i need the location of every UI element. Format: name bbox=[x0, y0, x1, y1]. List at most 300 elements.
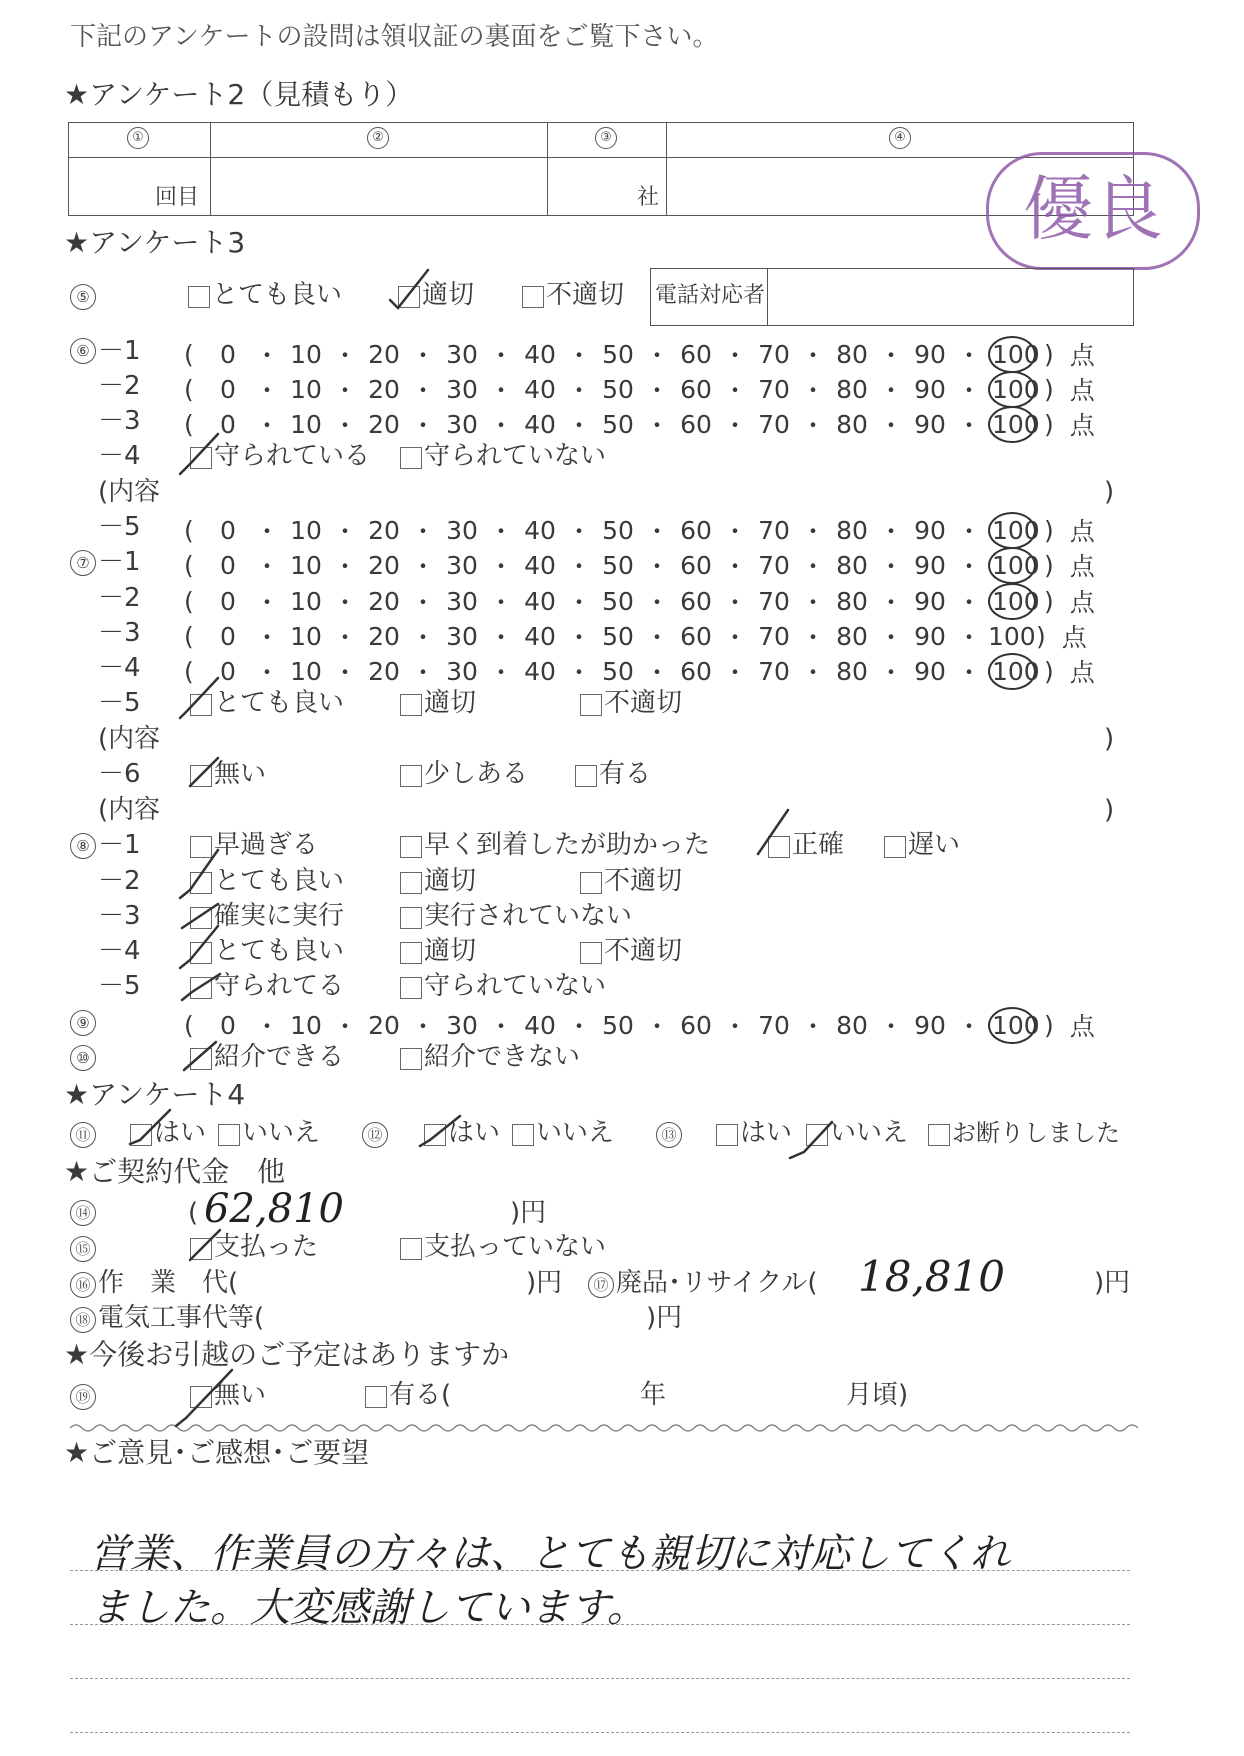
scale-value-30[interactable]: 30 bbox=[446, 409, 478, 439]
comment-line-4 bbox=[70, 1732, 1130, 1733]
moving-title: ★今後お引越のご予定はありますか bbox=[64, 1338, 510, 1371]
q5-option-2: 適切 bbox=[422, 280, 475, 310]
q13-option-declined: お断りしました bbox=[952, 1119, 1120, 1147]
q18-label: 電気工事代等( bbox=[98, 1303, 265, 1333]
scale-separator: ・ bbox=[722, 623, 748, 652]
q19-checkbox-none[interactable] bbox=[190, 1386, 212, 1408]
q7-5-checkbox-1[interactable] bbox=[190, 694, 212, 716]
q8-1-option-3: 正確 bbox=[792, 830, 845, 860]
q7-6-checkbox-3[interactable] bbox=[575, 765, 597, 787]
q8-number: ⑧ bbox=[70, 833, 96, 859]
scale-point-unit: 点 bbox=[1069, 658, 1095, 687]
scale-value-20[interactable]: 20 bbox=[368, 409, 400, 439]
q6-3-label: －3 bbox=[98, 406, 141, 436]
scale-value-60[interactable]: 60 bbox=[680, 656, 712, 686]
q7-6-option-3: 有る bbox=[599, 759, 652, 789]
q8-5-checkbox-1[interactable] bbox=[190, 977, 212, 999]
scale-value-10[interactable]: 10 bbox=[290, 621, 322, 651]
comments-title: ★ご意見･ご感想･ご要望 bbox=[64, 1436, 370, 1469]
scale-separator: ・ bbox=[332, 1012, 358, 1041]
col-2-number: ② bbox=[367, 127, 389, 149]
scale-separator: ・ bbox=[878, 376, 904, 405]
scale-separator: ・ bbox=[566, 552, 592, 581]
scale-separator: ・ bbox=[566, 341, 592, 370]
scale-value-40[interactable]: 40 bbox=[524, 1010, 556, 1040]
scale-value-80[interactable]: 80 bbox=[836, 656, 868, 686]
q11-checkbox-yes[interactable] bbox=[130, 1124, 152, 1146]
scale-value-30[interactable]: 30 bbox=[446, 586, 478, 616]
scale-value-60[interactable]: 60 bbox=[680, 586, 712, 616]
col-3-number: ③ bbox=[595, 127, 617, 149]
q7-2-label: －2 bbox=[98, 583, 141, 613]
scale-value-10[interactable]: 10 bbox=[290, 550, 322, 580]
scale-value-40[interactable]: 40 bbox=[524, 586, 556, 616]
col-4-number: ④ bbox=[889, 127, 911, 149]
q12-checkbox-yes[interactable] bbox=[424, 1124, 446, 1146]
scale-value-50[interactable]: 50 bbox=[602, 339, 634, 369]
q7-6-label: －6 bbox=[98, 759, 141, 789]
scale-separator: ・ bbox=[254, 411, 280, 440]
comment-handwriting-1[interactable]: 営業、作業員の方々は、とても親切に対応してくれ bbox=[90, 1531, 1010, 1577]
q13-checkbox-no[interactable] bbox=[806, 1124, 828, 1146]
scale-value-20[interactable]: 20 bbox=[368, 374, 400, 404]
scale-value-20[interactable]: 20 bbox=[368, 515, 400, 545]
scale-value-90[interactable]: 90 bbox=[914, 374, 946, 404]
q7-5-option-3: 不適切 bbox=[604, 688, 683, 718]
q15-checkbox-1[interactable] bbox=[190, 1238, 212, 1260]
scale-separator: ・ bbox=[254, 552, 280, 581]
scale-value-30[interactable]: 30 bbox=[446, 339, 478, 369]
scale-separator: ・ bbox=[956, 552, 982, 581]
q8-2-label: －2 bbox=[98, 866, 141, 896]
scale-value-10[interactable]: 10 bbox=[290, 409, 322, 439]
scale-separator: ・ bbox=[644, 376, 670, 405]
scale-close-paren: ) bbox=[1044, 656, 1054, 686]
scale-separator: ・ bbox=[410, 588, 436, 617]
q8-3-checkbox-1[interactable] bbox=[190, 907, 212, 929]
q7-5-checkbox-3[interactable] bbox=[580, 694, 602, 716]
q12-number: ⑫ bbox=[362, 1122, 388, 1148]
q8-2-option-1: とても良い bbox=[214, 866, 345, 896]
q10-option-1: 紹介できる bbox=[214, 1042, 345, 1072]
q5-checkbox-2[interactable] bbox=[398, 286, 420, 308]
scale-value-0[interactable]: 0 bbox=[220, 339, 236, 369]
scale-separator: ・ bbox=[956, 341, 982, 370]
scale-value-70[interactable]: 70 bbox=[758, 409, 790, 439]
scale-value-80[interactable]: 80 bbox=[836, 339, 868, 369]
q10-option-2: 紹介できない bbox=[424, 1042, 581, 1072]
q13-number: ⑬ bbox=[656, 1122, 682, 1148]
estimate-table bbox=[68, 122, 1134, 216]
section-4-title: ★アンケート4 bbox=[64, 1078, 246, 1111]
q7-2-scale bbox=[184, 583, 1095, 619]
scale-point-unit: 点 bbox=[1069, 341, 1095, 370]
scale-value-100[interactable]: 100 bbox=[988, 1007, 1036, 1044]
q5-option-1: とても良い bbox=[212, 280, 343, 310]
q8-3-option-2: 実行されていない bbox=[424, 901, 633, 931]
scale-open-paren: ( bbox=[184, 1010, 194, 1040]
form-note: 下記のアンケートの設問は領収証の裏面をご覧下さい。 bbox=[70, 22, 719, 52]
scale-value-0[interactable]: 0 bbox=[220, 1010, 236, 1040]
q8-1-option-2: 早く到着したが助かった bbox=[424, 830, 711, 860]
scale-separator: ・ bbox=[254, 341, 280, 370]
q7-6-content-close: ) bbox=[1104, 795, 1115, 825]
q7-6-checkbox-1[interactable] bbox=[190, 765, 212, 787]
scale-separator: ・ bbox=[488, 517, 514, 546]
scale-separator: ・ bbox=[566, 517, 592, 546]
scale-value-30[interactable]: 30 bbox=[446, 550, 478, 580]
scale-separator: ・ bbox=[332, 517, 358, 546]
q6-2-label: －2 bbox=[98, 371, 141, 401]
q7-5-content-label: (内容 bbox=[98, 724, 161, 754]
scale-separator: ・ bbox=[566, 588, 592, 617]
scale-value-80[interactable]: 80 bbox=[836, 374, 868, 404]
scale-value-50[interactable]: 50 bbox=[602, 621, 634, 651]
q8-1-checkbox-1[interactable] bbox=[190, 836, 212, 858]
scale-point-unit: 点 bbox=[1069, 552, 1095, 581]
q8-3-checkbox-2[interactable] bbox=[400, 907, 422, 929]
scale-separator: ・ bbox=[956, 376, 982, 405]
q8-1-option-4: 遅い bbox=[908, 830, 961, 860]
q5-checkbox-3[interactable] bbox=[522, 286, 544, 308]
scale-value-40[interactable]: 40 bbox=[524, 339, 556, 369]
scale-value-90[interactable]: 90 bbox=[914, 656, 946, 686]
q7-6-content-label: (内容 bbox=[98, 795, 161, 825]
q14-number: ⑭ bbox=[70, 1200, 96, 1226]
scale-value-20[interactable]: 20 bbox=[368, 339, 400, 369]
scale-value-60[interactable]: 60 bbox=[680, 409, 712, 439]
scale-value-80[interactable]: 80 bbox=[836, 621, 868, 651]
q7-6-option-2: 少しある bbox=[424, 759, 529, 789]
q6-2-scale bbox=[184, 371, 1095, 407]
scale-separator: ・ bbox=[332, 658, 358, 687]
scale-value-100[interactable]: 100 bbox=[988, 512, 1036, 549]
scale-separator: ・ bbox=[254, 1012, 280, 1041]
scale-value-100[interactable]: 100 bbox=[988, 583, 1036, 620]
scale-separator: ・ bbox=[254, 517, 280, 546]
q8-5-checkbox-2[interactable] bbox=[400, 977, 422, 999]
scale-value-50[interactable]: 50 bbox=[602, 656, 634, 686]
q17-amount[interactable]: 18,810 bbox=[858, 1252, 1005, 1301]
scale-separator: ・ bbox=[410, 517, 436, 546]
scale-separator: ・ bbox=[800, 658, 826, 687]
scale-open-paren: ( bbox=[184, 339, 194, 369]
q8-2-option-3: 不適切 bbox=[604, 866, 683, 896]
scale-separator: ・ bbox=[566, 623, 592, 652]
scale-value-50[interactable]: 50 bbox=[602, 515, 634, 545]
scale-value-10[interactable]: 10 bbox=[290, 656, 322, 686]
scale-value-90[interactable]: 90 bbox=[914, 621, 946, 651]
scale-separator: ・ bbox=[722, 552, 748, 581]
q7-5-content-close: ) bbox=[1104, 724, 1115, 754]
q13-option-yes: はい bbox=[740, 1118, 793, 1148]
scale-value-0[interactable]: 0 bbox=[220, 586, 236, 616]
scale-open-paren: ( bbox=[184, 550, 194, 580]
scale-value-40[interactable]: 40 bbox=[524, 656, 556, 686]
scale-value-0[interactable]: 0 bbox=[220, 515, 236, 545]
scale-value-20[interactable]: 20 bbox=[368, 1010, 400, 1040]
scale-value-90[interactable]: 90 bbox=[914, 515, 946, 545]
scale-separator: ・ bbox=[410, 552, 436, 581]
scale-value-40[interactable]: 40 bbox=[524, 550, 556, 580]
q8-4-option-1: とても良い bbox=[214, 936, 345, 966]
scale-value-0[interactable]: 0 bbox=[220, 374, 236, 404]
scale-close-paren: ) bbox=[1044, 586, 1054, 616]
q7-6-checkbox-2[interactable] bbox=[400, 765, 422, 787]
scale-value-80[interactable]: 80 bbox=[836, 515, 868, 545]
q7-4-label: －4 bbox=[98, 653, 141, 683]
scale-open-paren: ( bbox=[184, 656, 194, 686]
scale-separator: ・ bbox=[800, 376, 826, 405]
scale-value-90[interactable]: 90 bbox=[914, 339, 946, 369]
scale-separator: ・ bbox=[878, 1012, 904, 1041]
scale-open-paren: ( bbox=[184, 586, 194, 616]
q14-open-paren: ( bbox=[188, 1198, 199, 1228]
scale-separator: ・ bbox=[410, 411, 436, 440]
q8-2-checkbox-3[interactable] bbox=[580, 872, 602, 894]
q8-1-label: －1 bbox=[98, 830, 141, 860]
scale-separator: ・ bbox=[332, 341, 358, 370]
q8-1-checkbox-4[interactable] bbox=[884, 836, 906, 858]
q7-5-label: －5 bbox=[98, 688, 141, 718]
scale-close-paren: ) bbox=[1044, 550, 1054, 580]
q8-4-checkbox-3[interactable] bbox=[580, 942, 602, 964]
q13-checkbox-declined[interactable] bbox=[928, 1124, 950, 1146]
scale-value-30[interactable]: 30 bbox=[446, 1010, 478, 1040]
scale-value-30[interactable]: 30 bbox=[446, 621, 478, 651]
q10-checkbox-1[interactable] bbox=[190, 1048, 212, 1070]
q7-5-option-1: とても良い bbox=[214, 688, 345, 718]
q12-checkbox-no[interactable] bbox=[512, 1124, 534, 1146]
q5-checkbox-1[interactable] bbox=[188, 286, 210, 308]
scale-value-50[interactable]: 50 bbox=[602, 374, 634, 404]
phone-staff-field[interactable] bbox=[650, 268, 1134, 326]
scale-separator: ・ bbox=[410, 376, 436, 405]
scale-separator: ・ bbox=[722, 658, 748, 687]
scale-value-70[interactable]: 70 bbox=[758, 374, 790, 404]
scale-separator: ・ bbox=[488, 1012, 514, 1041]
scale-separator: ・ bbox=[254, 376, 280, 405]
scale-value-90[interactable]: 90 bbox=[914, 550, 946, 580]
q19-option-yes: 有る( bbox=[389, 1380, 452, 1410]
q13-checkbox-yes[interactable] bbox=[716, 1124, 738, 1146]
q15-option-1: 支払った bbox=[214, 1232, 319, 1262]
scale-separator: ・ bbox=[566, 658, 592, 687]
scale-separator: ・ bbox=[410, 658, 436, 687]
scale-value-60[interactable]: 60 bbox=[680, 374, 712, 404]
scale-value-90[interactable]: 90 bbox=[914, 1010, 946, 1040]
q6-5-label: －5 bbox=[98, 512, 141, 542]
q6-4-checkbox-1[interactable] bbox=[190, 447, 212, 469]
scale-separator: ・ bbox=[644, 552, 670, 581]
scale-value-20[interactable]: 20 bbox=[368, 621, 400, 651]
scale-value-20[interactable]: 20 bbox=[368, 656, 400, 686]
scale-value-30[interactable]: 30 bbox=[446, 374, 478, 404]
scale-separator: ・ bbox=[488, 658, 514, 687]
scale-value-100[interactable]: 100 bbox=[988, 621, 1036, 651]
q11-option-yes: はい bbox=[154, 1118, 207, 1148]
scale-close-paren: ) bbox=[1044, 1010, 1054, 1040]
scale-value-50[interactable]: 50 bbox=[602, 586, 634, 616]
scale-value-90[interactable]: 90 bbox=[914, 586, 946, 616]
scale-value-10[interactable]: 10 bbox=[290, 374, 322, 404]
scale-separator: ・ bbox=[254, 588, 280, 617]
scale-value-40[interactable]: 40 bbox=[524, 621, 556, 651]
q17-number: ⑰ bbox=[588, 1272, 614, 1298]
scale-separator: ・ bbox=[878, 341, 904, 370]
scale-point-unit: 点 bbox=[1069, 411, 1095, 440]
section-2-title: ★アンケート2（見積もり） bbox=[64, 78, 414, 111]
scale-value-20[interactable]: 20 bbox=[368, 586, 400, 616]
scale-separator: ・ bbox=[956, 623, 982, 652]
scale-value-70[interactable]: 70 bbox=[758, 339, 790, 369]
q12-option-yes: はい bbox=[448, 1118, 501, 1148]
q19-year-label: 年 bbox=[640, 1380, 667, 1410]
q8-4-option-2: 適切 bbox=[424, 936, 477, 966]
scale-separator: ・ bbox=[488, 376, 514, 405]
scale-separator: ・ bbox=[800, 623, 826, 652]
scale-value-0[interactable]: 0 bbox=[220, 409, 236, 439]
scale-value-60[interactable]: 60 bbox=[680, 339, 712, 369]
scale-value-70[interactable]: 70 bbox=[758, 515, 790, 545]
scale-separator: ・ bbox=[410, 1012, 436, 1041]
scale-value-0[interactable]: 0 bbox=[220, 621, 236, 651]
comment-handwriting-2[interactable]: ました。大変感謝しています。 bbox=[90, 1585, 647, 1631]
q19-checkbox-yes[interactable] bbox=[365, 1386, 387, 1408]
q19-option-none: 無い bbox=[214, 1380, 267, 1410]
scale-separator: ・ bbox=[566, 376, 592, 405]
q8-5-option-2: 守られていない bbox=[424, 971, 607, 1001]
scale-separator: ・ bbox=[800, 588, 826, 617]
scale-value-50[interactable]: 50 bbox=[602, 550, 634, 580]
scale-close-paren: ) bbox=[1044, 409, 1054, 439]
scale-value-50[interactable]: 50 bbox=[602, 1010, 634, 1040]
scale-value-80[interactable]: 80 bbox=[836, 586, 868, 616]
scale-point-unit: 点 bbox=[1069, 588, 1095, 617]
q8-5-label: －5 bbox=[98, 971, 141, 1001]
scale-separator: ・ bbox=[566, 1012, 592, 1041]
scale-value-70[interactable]: 70 bbox=[758, 586, 790, 616]
scale-value-40[interactable]: 40 bbox=[524, 409, 556, 439]
scale-value-10[interactable]: 10 bbox=[290, 586, 322, 616]
q8-2-checkbox-1[interactable] bbox=[190, 872, 212, 894]
scale-value-80[interactable]: 80 bbox=[836, 409, 868, 439]
scale-close-paren: ) bbox=[1044, 515, 1054, 545]
scale-close-paren: ) bbox=[1044, 374, 1054, 404]
q8-1-checkbox-2[interactable] bbox=[400, 836, 422, 858]
q5-number: ⑤ bbox=[70, 284, 96, 310]
scale-value-20[interactable]: 20 bbox=[368, 550, 400, 580]
scale-value-100[interactable]: 100 bbox=[988, 371, 1036, 408]
scale-value-40[interactable]: 40 bbox=[524, 515, 556, 545]
scale-separator: ・ bbox=[722, 341, 748, 370]
scale-value-60[interactable]: 60 bbox=[680, 621, 712, 651]
scale-value-30[interactable]: 30 bbox=[446, 656, 478, 686]
scale-separator: ・ bbox=[488, 552, 514, 581]
q8-4-checkbox-2[interactable] bbox=[400, 942, 422, 964]
q6-3-scale bbox=[184, 406, 1095, 442]
company-unit: 社 bbox=[637, 185, 660, 210]
scale-value-60[interactable]: 60 bbox=[680, 515, 712, 545]
scale-value-100[interactable]: 100 bbox=[988, 547, 1036, 584]
scale-value-60[interactable]: 60 bbox=[680, 1010, 712, 1040]
q8-4-checkbox-1[interactable] bbox=[190, 942, 212, 964]
scale-value-0[interactable]: 0 bbox=[220, 656, 236, 686]
q8-2-checkbox-2[interactable] bbox=[400, 872, 422, 894]
scale-value-40[interactable]: 40 bbox=[524, 374, 556, 404]
scale-value-70[interactable]: 70 bbox=[758, 550, 790, 580]
scale-separator: ・ bbox=[332, 376, 358, 405]
q7-5-option-2: 適切 bbox=[424, 688, 477, 718]
scale-separator: ・ bbox=[878, 623, 904, 652]
scale-separator: ・ bbox=[800, 411, 826, 440]
q15-checkbox-2[interactable] bbox=[400, 1238, 422, 1260]
q7-5-checkbox-2[interactable] bbox=[400, 694, 422, 716]
scale-separator: ・ bbox=[722, 588, 748, 617]
scale-value-100[interactable]: 100 bbox=[988, 653, 1036, 690]
scale-value-10[interactable]: 10 bbox=[290, 1010, 322, 1040]
q6-1-scale bbox=[184, 336, 1095, 372]
q11-number: ⑪ bbox=[70, 1122, 96, 1148]
scale-value-100[interactable]: 100 bbox=[988, 406, 1036, 443]
scale-value-0[interactable]: 0 bbox=[220, 550, 236, 580]
scale-separator: ・ bbox=[488, 623, 514, 652]
q17-label: 廃品･リサイクル( bbox=[616, 1268, 818, 1298]
scale-value-30[interactable]: 30 bbox=[446, 515, 478, 545]
scale-separator: ・ bbox=[956, 1012, 982, 1041]
scale-value-70[interactable]: 70 bbox=[758, 1010, 790, 1040]
q6-4-label: －4 bbox=[98, 441, 141, 471]
scale-value-90[interactable]: 90 bbox=[914, 409, 946, 439]
q6-4-checkbox-2[interactable] bbox=[400, 447, 422, 469]
scale-separator: ・ bbox=[644, 411, 670, 440]
q11-checkbox-no[interactable] bbox=[218, 1124, 240, 1146]
q8-1-checkbox-3[interactable] bbox=[768, 836, 790, 858]
scale-separator: ・ bbox=[332, 552, 358, 581]
q18-unit: )円 bbox=[646, 1303, 683, 1333]
q14-amount[interactable]: 62,810 bbox=[204, 1186, 344, 1232]
scale-separator: ・ bbox=[956, 517, 982, 546]
scale-value-70[interactable]: 70 bbox=[758, 621, 790, 651]
scale-value-50[interactable]: 50 bbox=[602, 409, 634, 439]
scale-value-80[interactable]: 80 bbox=[836, 1010, 868, 1040]
scale-value-80[interactable]: 80 bbox=[836, 550, 868, 580]
scale-separator: ・ bbox=[800, 341, 826, 370]
scale-separator: ・ bbox=[488, 341, 514, 370]
scale-value-100[interactable]: 100 bbox=[988, 336, 1036, 373]
q6-number: ⑥ bbox=[70, 338, 96, 364]
scale-separator: ・ bbox=[488, 588, 514, 617]
q7-1-label: －1 bbox=[98, 547, 141, 577]
scale-value-10[interactable]: 10 bbox=[290, 515, 322, 545]
scale-point-unit: 点 bbox=[1069, 517, 1095, 546]
q10-checkbox-2[interactable] bbox=[400, 1048, 422, 1070]
q7-1-scale bbox=[184, 547, 1095, 583]
scale-separator: ・ bbox=[332, 588, 358, 617]
q14-unit: )円 bbox=[510, 1198, 547, 1228]
scale-separator: ・ bbox=[488, 411, 514, 440]
scale-value-70[interactable]: 70 bbox=[758, 656, 790, 686]
scale-open-paren: ( bbox=[184, 409, 194, 439]
scale-separator: ・ bbox=[410, 623, 436, 652]
scale-value-10[interactable]: 10 bbox=[290, 339, 322, 369]
q13-option-no: いいえ bbox=[830, 1118, 909, 1148]
scale-point-unit: 点 bbox=[1069, 376, 1095, 405]
q18-number: ⑱ bbox=[70, 1307, 96, 1333]
scale-value-60[interactable]: 60 bbox=[680, 550, 712, 580]
scale-separator: ・ bbox=[722, 376, 748, 405]
q19-number: ⑲ bbox=[70, 1384, 96, 1410]
